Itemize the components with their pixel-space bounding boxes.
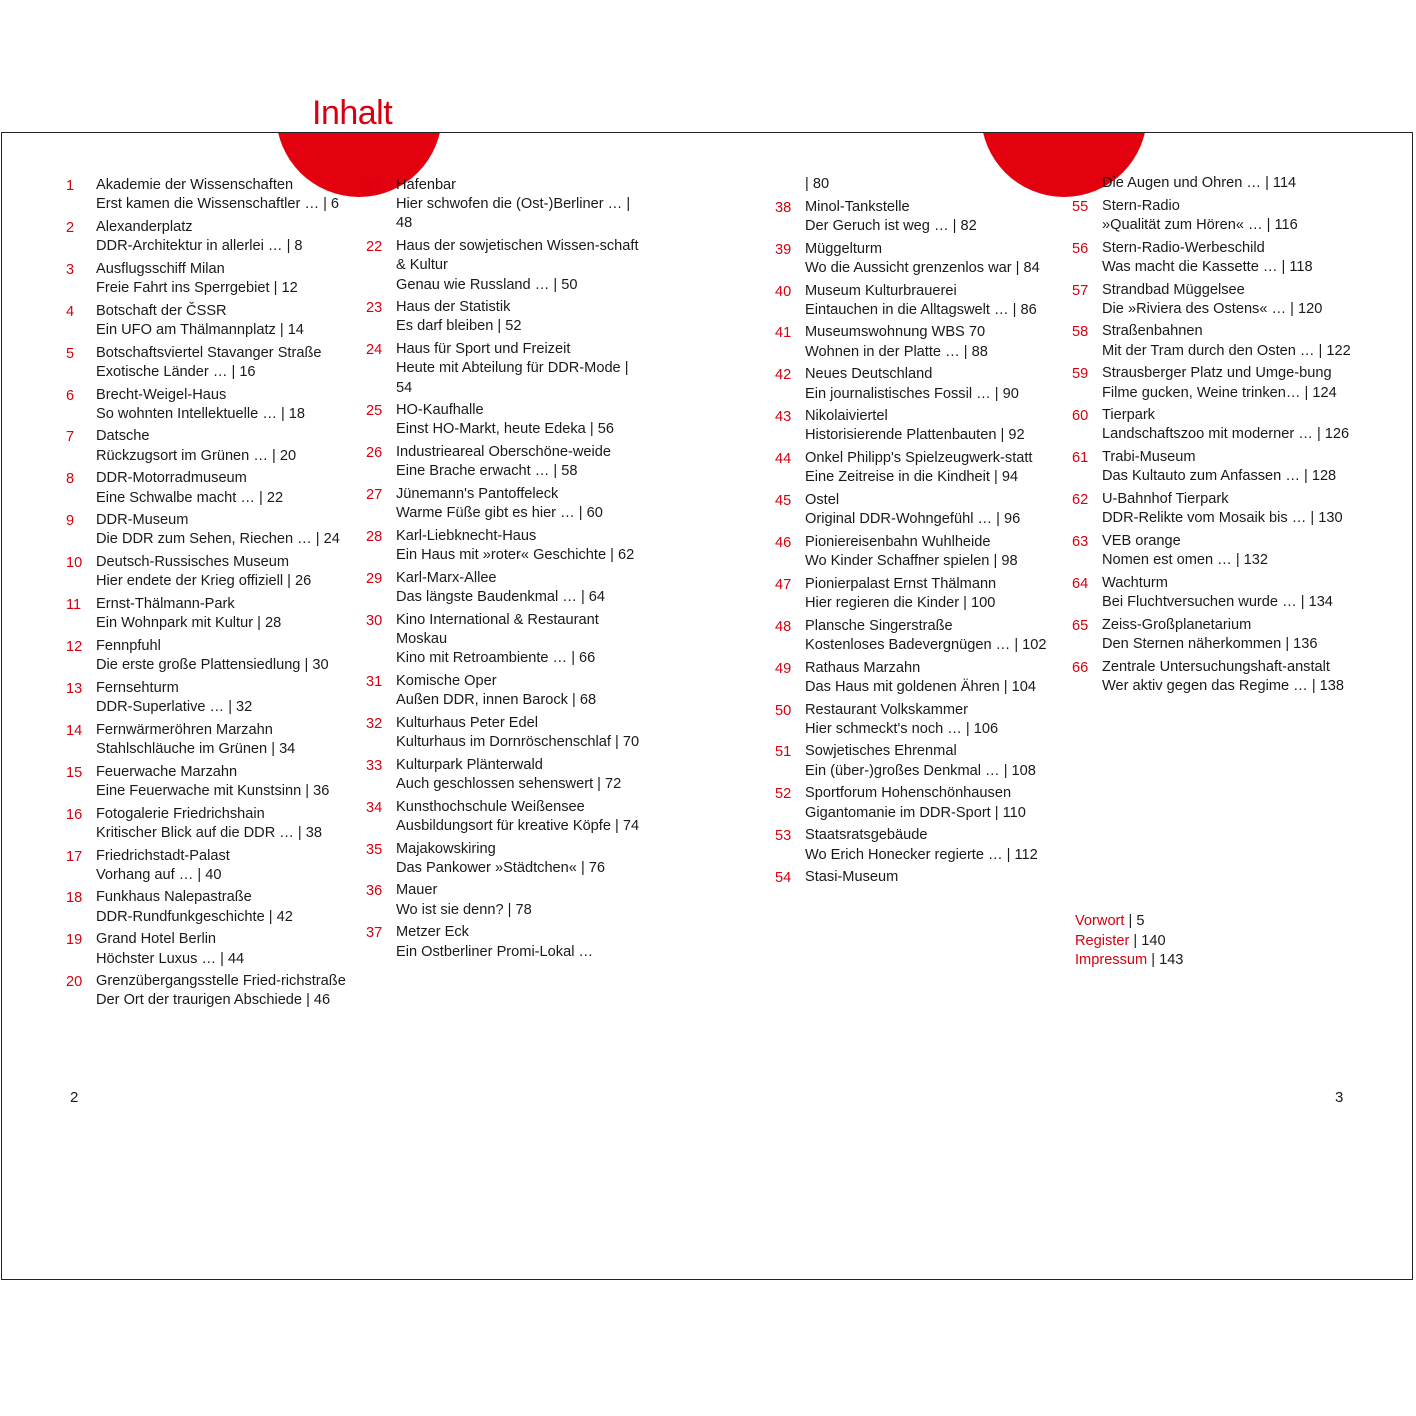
entry-number: 23 bbox=[366, 300, 383, 317]
entry-title: Strandbad Müggelsee bbox=[1102, 281, 1245, 298]
entry-number: 55 bbox=[1072, 198, 1089, 215]
entry-number: 28 bbox=[366, 528, 383, 545]
entry-subtitle: Was macht die Kassette … | 118 bbox=[1102, 258, 1313, 275]
toc-entry-continuation: Die Augen und Ohren … | 114 bbox=[1102, 175, 1297, 191]
page-title: Inhalt bbox=[312, 94, 393, 132]
toc-entry[interactable] bbox=[366, 840, 646, 878]
entry-number: 18 bbox=[66, 890, 83, 907]
toc-entry[interactable] bbox=[66, 805, 346, 843]
toc-entry[interactable] bbox=[775, 240, 1055, 278]
entry-title: HO-Kaufhalle bbox=[396, 402, 484, 419]
entry-subtitle: Filme gucken, Weine trinken… | 124 bbox=[1102, 384, 1337, 401]
entry-subtitle: Kino mit Retroambiente … | 66 bbox=[396, 650, 596, 667]
toc-entry[interactable] bbox=[66, 847, 346, 885]
entry-title: Staatsratsgebäude bbox=[805, 827, 928, 844]
entry-subtitle: DDR-Rundfunkgeschichte | 42 bbox=[96, 908, 293, 925]
toc-entry[interactable] bbox=[366, 881, 646, 919]
entry-subtitle: Genau wie Russland … | 50 bbox=[396, 276, 578, 293]
entry-title: Hafenbar bbox=[396, 177, 457, 193]
entry-title: Minol-Tankstelle bbox=[805, 198, 910, 215]
entry-subtitle: Freie Fahrt ins Sperrgebiet | 12 bbox=[96, 280, 298, 297]
entry-number: 52 bbox=[775, 786, 792, 803]
entry-title: Ernst-Thälmann-Park bbox=[96, 596, 235, 613]
toc-entry[interactable] bbox=[366, 298, 646, 336]
entry-title: Fotogalerie Friedrichshain bbox=[96, 805, 265, 822]
entry-subtitle: Die »Riviera des Ostens« … | 120 bbox=[1102, 300, 1323, 317]
entry-number: 37 bbox=[366, 925, 383, 942]
entry-number: 15 bbox=[66, 764, 83, 781]
entry-number: 51 bbox=[775, 744, 792, 761]
entry-number: 59 bbox=[1072, 366, 1089, 383]
toc-entry[interactable] bbox=[775, 323, 1055, 361]
entry-number: 60 bbox=[1072, 408, 1089, 425]
toc-entry[interactable] bbox=[366, 798, 646, 836]
toc-entry[interactable] bbox=[775, 198, 1055, 236]
entry-title: Sportforum Hohenschönhausen bbox=[805, 785, 1012, 802]
toc-entry[interactable] bbox=[366, 714, 646, 752]
toc-entry[interactable] bbox=[366, 340, 646, 398]
entry-subtitle: Die erste große Plattensiedlung | 30 bbox=[96, 657, 329, 674]
entry-title: Fernwärmeröhren Marzahn bbox=[96, 721, 273, 738]
entry-subtitle: Ein journalistisches Fossil … | 90 bbox=[805, 385, 1019, 402]
entry-title: Metzer Eck bbox=[396, 924, 469, 941]
entry-subtitle: So wohnten Intellektuelle … | 18 bbox=[96, 405, 306, 422]
toc-entry[interactable] bbox=[1072, 616, 1352, 654]
entry-title: Karl-Liebknecht-Haus bbox=[396, 527, 537, 544]
entry-number: 33 bbox=[366, 757, 383, 774]
toc-entry[interactable] bbox=[66, 176, 346, 214]
entry-subtitle: Eintauchen in die Alltagswelt … | 86 bbox=[805, 301, 1037, 318]
entry-number: 64 bbox=[1072, 575, 1089, 592]
entry-number: 61 bbox=[1072, 450, 1089, 467]
entry-number: 65 bbox=[1072, 617, 1089, 634]
entry-subtitle: Wo Kinder Schaffner spielen | 98 bbox=[805, 553, 1018, 570]
entry-title: Pionierpalast Ernst Thälmann bbox=[805, 575, 997, 592]
entry-subtitle: Hier endete der Krieg offiziell | 26 bbox=[96, 573, 312, 590]
entry-title: Sowjetisches Ehrenmal bbox=[805, 743, 957, 760]
entry-title: Funkhaus Nalepastraße bbox=[96, 889, 252, 906]
entry-number: 20 bbox=[66, 974, 83, 991]
entry-number: 22 bbox=[366, 239, 383, 256]
entry-number: 21 bbox=[366, 178, 383, 194]
entry-number: 43 bbox=[775, 409, 792, 426]
entry-subtitle: DDR-Relikte vom Mosaik bis … | 130 bbox=[1102, 510, 1343, 527]
entry-subtitle: Eine Feuerwache mit Kunstsinn | 36 bbox=[96, 782, 330, 799]
toc-entry[interactable] bbox=[66, 763, 346, 801]
entry-subtitle: Die DDR zum Sehen, Riechen … | 24 bbox=[96, 531, 340, 548]
entry-title: Datsche bbox=[96, 428, 150, 445]
toc-entry[interactable] bbox=[1072, 406, 1352, 444]
entry-subtitle: Das Kultauto zum Anfassen … | 128 bbox=[1102, 468, 1337, 485]
toc-entry[interactable] bbox=[1072, 448, 1352, 486]
toc-entry[interactable] bbox=[775, 282, 1055, 320]
entry-title: Tierpark bbox=[1102, 407, 1155, 424]
entry-subtitle: Nomen est omen … | 132 bbox=[1102, 552, 1269, 569]
entry-subtitle: Hier schmeckt's noch … | 106 bbox=[805, 720, 999, 737]
entry-title: Restaurant Volkskammer bbox=[805, 701, 969, 718]
entry-title: Botschaft der ČSSR bbox=[96, 302, 227, 319]
entry-number: 6 bbox=[66, 387, 75, 404]
toc-entry[interactable] bbox=[66, 302, 346, 340]
entry-number: 26 bbox=[366, 445, 383, 462]
entry-title: Fernsehturm bbox=[96, 679, 179, 696]
entry-subtitle: Rückzugsort im Grünen … | 20 bbox=[96, 447, 297, 464]
entry-subtitle: Ein UFO am Thälmannplatz | 14 bbox=[96, 321, 304, 338]
entry-subtitle: Ein (über-)großes Denkmal … | 108 bbox=[805, 762, 1036, 779]
toc-entry[interactable] bbox=[66, 511, 346, 549]
entry-title: Majakowskiring bbox=[396, 840, 496, 857]
entry-number: 13 bbox=[66, 680, 83, 697]
extra-label: Register bbox=[1075, 932, 1130, 949]
entry-subtitle: Vorhang auf … | 40 bbox=[96, 866, 222, 883]
entry-title: Haus für Sport und Freizeit bbox=[396, 341, 571, 358]
entry-number: 58 bbox=[1072, 324, 1089, 341]
toc-entry[interactable] bbox=[66, 679, 346, 717]
entry-title: Kulturhaus Peter Edel bbox=[396, 714, 538, 731]
entry-title: Kino International & Restaurant Moskau bbox=[396, 611, 599, 647]
entry-title: Industrieareal Oberschöne-weide bbox=[396, 444, 611, 461]
entry-number: 44 bbox=[775, 451, 792, 468]
entry-subtitle: Exotische Länder … | 16 bbox=[96, 363, 256, 380]
entry-number: 9 bbox=[66, 513, 75, 530]
entry-number: 42 bbox=[775, 367, 792, 384]
entry-number: 24 bbox=[366, 342, 383, 359]
front-back-matter-list bbox=[1075, 912, 1183, 971]
entry-subtitle: Stahlschläuche im Grünen | 34 bbox=[96, 740, 296, 757]
entry-title: Straßenbahnen bbox=[1102, 323, 1203, 340]
entry-title: Zentrale Untersuchungshaft-anstalt bbox=[1102, 658, 1330, 675]
entry-subtitle: Das längste Baudenkmal … | 64 bbox=[396, 589, 606, 606]
toc-entry[interactable] bbox=[366, 527, 646, 565]
toc-entry[interactable] bbox=[366, 176, 646, 234]
extra-entry-vorwort[interactable] bbox=[1075, 912, 1183, 932]
entry-title: Haus der Statistik bbox=[396, 299, 511, 316]
entry-number: 66 bbox=[1072, 659, 1089, 676]
toc-entry[interactable] bbox=[66, 721, 346, 759]
entry-title: Plansche Singerstraße bbox=[805, 617, 953, 634]
entry-number: 14 bbox=[66, 722, 83, 739]
entry-subtitle: Hier schwofen die (Ost-)Berliner … | 48 bbox=[396, 196, 631, 232]
toc-entry[interactable] bbox=[66, 553, 346, 591]
entry-number: 38 bbox=[775, 199, 792, 216]
toc-entry[interactable] bbox=[366, 611, 646, 669]
entry-subtitle: Wohnen in der Platte … | 88 bbox=[805, 343, 988, 360]
entry-number: 54 bbox=[775, 870, 792, 887]
toc-entry[interactable] bbox=[775, 617, 1055, 655]
entry-subtitle: Auch geschlossen sehenswert | 72 bbox=[396, 775, 622, 792]
entry-title: Müggelturm bbox=[805, 240, 883, 257]
entry-subtitle: Heute mit Abteilung für DDR-Mode | 54 bbox=[396, 360, 629, 396]
toc-entry[interactable] bbox=[1072, 574, 1352, 612]
toc-entry[interactable] bbox=[66, 469, 346, 507]
entry-title: Haus der sowjetischen Wissen-schaft & Kultur bbox=[396, 238, 639, 274]
toc-entry[interactable] bbox=[1072, 239, 1352, 277]
entry-subtitle: Hier regieren die Kinder | 100 bbox=[805, 595, 996, 612]
toc-entry[interactable] bbox=[66, 218, 346, 256]
entry-number: 2 bbox=[66, 219, 75, 236]
entry-title: Jünemann's Pantoffeleck bbox=[396, 486, 559, 503]
entry-title: U-Bahnhof Tierpark bbox=[1102, 491, 1229, 508]
entry-number: 5 bbox=[66, 345, 75, 362]
entry-title: Grenzübergangsstelle Fried-richstraße bbox=[96, 973, 346, 990]
entry-title: Trabi-Museum bbox=[1102, 449, 1196, 466]
entry-title: Kunsthochschule Weißensee bbox=[396, 798, 585, 815]
toc-entry[interactable] bbox=[366, 569, 646, 607]
entry-subtitle: Wo ist sie denn? | 78 bbox=[396, 901, 532, 918]
entry-subtitle: Bei Fluchtversuchen wurde … | 134 bbox=[1102, 594, 1333, 611]
toc-entry-continuation: | 80 bbox=[805, 176, 830, 192]
toc-entry[interactable] bbox=[366, 443, 646, 481]
entry-title: Botschaftsviertel Stavanger Straße bbox=[96, 344, 322, 361]
page-number-right: 3 bbox=[1335, 1089, 1344, 1106]
entry-title: Alexanderplatz bbox=[96, 218, 193, 235]
toc-column-1 bbox=[66, 176, 346, 1014]
toc-column-2 bbox=[366, 176, 646, 965]
extra-label: Vorwort bbox=[1075, 913, 1125, 929]
entry-number: 7 bbox=[66, 429, 75, 446]
entry-number: 11 bbox=[66, 597, 82, 614]
entry-number: 47 bbox=[775, 576, 792, 593]
entry-number: 32 bbox=[366, 715, 383, 732]
entry-number: 41 bbox=[775, 325, 792, 342]
toc-column-4 bbox=[1072, 174, 1352, 700]
entry-subtitle: Eine Brache erwacht … | 58 bbox=[396, 463, 578, 480]
entry-number: 30 bbox=[366, 612, 383, 629]
entry-title: Grand Hotel Berlin bbox=[96, 931, 217, 948]
toc-entry[interactable] bbox=[366, 485, 646, 523]
toc-entry[interactable] bbox=[66, 427, 346, 465]
entry-number: 62 bbox=[1072, 492, 1089, 509]
toc-entry[interactable] bbox=[66, 637, 346, 675]
entry-title: Stasi-Museum bbox=[805, 869, 899, 886]
entry-title: Nikolaiviertel bbox=[805, 408, 888, 425]
toc-entry[interactable] bbox=[775, 659, 1055, 697]
entry-title: Museum Kulturbrauerei bbox=[805, 282, 957, 299]
entry-number: 29 bbox=[366, 570, 383, 587]
entry-title: Brecht-Weigel-Haus bbox=[96, 386, 227, 403]
entry-subtitle: Der Ort der traurigen Abschiede | 46 bbox=[96, 992, 331, 1009]
entry-subtitle: Höchster Luxus … | 44 bbox=[96, 950, 245, 967]
toc-entry[interactable] bbox=[775, 868, 1055, 887]
toc-entry[interactable] bbox=[1072, 364, 1352, 402]
entry-title: Kulturpark Plänterwald bbox=[396, 756, 543, 773]
entry-subtitle: Kulturhaus im Dornröschenschlaf | 70 bbox=[396, 733, 640, 750]
entry-title: Stern-Radio-Werbeschild bbox=[1102, 239, 1265, 256]
toc-entry[interactable] bbox=[1072, 322, 1352, 360]
entry-subtitle: Der Geruch ist weg … | 82 bbox=[805, 217, 977, 234]
entry-number: 45 bbox=[775, 493, 792, 510]
entry-subtitle: Original DDR-Wohngefühl … | 96 bbox=[805, 511, 1021, 528]
extra-entry-register[interactable] bbox=[1075, 932, 1183, 952]
toc-entry[interactable] bbox=[775, 701, 1055, 739]
entry-subtitle: Ein Haus mit »roter« Geschichte | 62 bbox=[396, 547, 635, 564]
entry-subtitle: Erst kamen die Wissenschaftler … | 6 bbox=[96, 196, 340, 213]
entry-number: 36 bbox=[366, 883, 383, 900]
entry-title: Karl-Marx-Allee bbox=[396, 569, 497, 586]
entry-title: Museumswohnung WBS 70 bbox=[805, 324, 986, 341]
entry-number: 4 bbox=[66, 303, 75, 320]
entry-title: Stern-Radio bbox=[1102, 197, 1180, 214]
entry-number: 39 bbox=[775, 241, 792, 258]
extra-page: | 140 bbox=[1129, 932, 1166, 949]
entry-title: Ausflugsschiff Milan bbox=[96, 260, 225, 277]
entry-number: 1 bbox=[66, 178, 75, 194]
entry-subtitle: Den Sternen näherkommen | 136 bbox=[1102, 635, 1318, 652]
entry-subtitle: Ein Ostberliner Promi-Lokal … bbox=[396, 943, 594, 960]
entry-title: Ostel bbox=[805, 492, 840, 509]
entry-number: 31 bbox=[366, 673, 383, 690]
entry-number: 16 bbox=[66, 806, 83, 823]
entry-subtitle: Warme Füße gibt es hier … | 60 bbox=[396, 505, 603, 522]
toc-entry[interactable] bbox=[66, 344, 346, 382]
entry-number: 8 bbox=[66, 471, 75, 488]
toc-entry[interactable] bbox=[775, 826, 1055, 864]
entry-title: Wachturm bbox=[1102, 574, 1168, 591]
extra-label: Impressum bbox=[1075, 952, 1148, 968]
toc-entry[interactable] bbox=[366, 401, 646, 439]
entry-title: Pioniereisenbahn Wuhlheide bbox=[805, 533, 991, 550]
entry-subtitle: Ausbildungsort für kreative Köpfe | 74 bbox=[396, 817, 640, 834]
entry-title: Neues Deutschland bbox=[805, 366, 933, 383]
entry-subtitle: Gigantomanie im DDR-Sport | 110 bbox=[805, 804, 1026, 821]
entry-number: 53 bbox=[775, 828, 792, 845]
toc-entry[interactable] bbox=[775, 365, 1055, 403]
entry-title: Fennpfuhl bbox=[96, 637, 161, 654]
entry-number: 57 bbox=[1072, 282, 1089, 299]
toc-entry[interactable] bbox=[366, 237, 646, 295]
extra-page: | 5 bbox=[1124, 913, 1145, 929]
entry-number: 27 bbox=[366, 487, 383, 504]
toc-entry[interactable] bbox=[66, 888, 346, 926]
extra-page: | 143 bbox=[1147, 952, 1184, 968]
entry-subtitle: Wo Erich Honecker regierte … | 112 bbox=[805, 846, 1038, 863]
entry-number: 50 bbox=[775, 702, 792, 719]
entry-number: 46 bbox=[775, 534, 792, 551]
entry-title: Zeiss-Großplanetarium bbox=[1102, 616, 1252, 633]
entry-number: 3 bbox=[66, 261, 75, 278]
toc-entry[interactable] bbox=[775, 575, 1055, 613]
toc-entry[interactable] bbox=[66, 595, 346, 633]
toc-entry[interactable] bbox=[1072, 532, 1352, 570]
entry-number: 40 bbox=[775, 283, 792, 300]
toc-entry[interactable] bbox=[66, 930, 346, 968]
entry-subtitle: Kostenloses Badevergnügen … | 102 bbox=[805, 636, 1047, 653]
entry-subtitle: Eine Schwalbe macht … | 22 bbox=[96, 489, 284, 506]
entry-subtitle: Außen DDR, innen Barock | 68 bbox=[396, 692, 597, 709]
entry-title: Onkel Philipp's Spielzeugwerk-statt bbox=[805, 450, 1033, 467]
entry-subtitle: Einst HO-Markt, heute Edeka | 56 bbox=[396, 421, 614, 438]
entry-subtitle: Historisierende Plattenbauten | 92 bbox=[805, 427, 1025, 444]
entry-number: 25 bbox=[366, 403, 383, 420]
entry-number: 19 bbox=[66, 932, 83, 949]
entry-number: 49 bbox=[775, 660, 792, 677]
entry-number: 56 bbox=[1072, 240, 1089, 257]
entry-title: Rathaus Marzahn bbox=[805, 659, 921, 676]
entry-number: 48 bbox=[775, 618, 792, 635]
entry-title: Deutsch-Russisches Museum bbox=[96, 554, 290, 571]
toc-entry[interactable] bbox=[366, 672, 646, 710]
entry-subtitle: Eine Zeitreise in die Kindheit | 94 bbox=[805, 469, 1019, 486]
toc-entry[interactable] bbox=[1072, 490, 1352, 528]
toc-entry[interactable] bbox=[66, 972, 346, 1010]
entry-subtitle: Wer aktiv gegen das Regime … | 138 bbox=[1102, 677, 1345, 694]
toc-entry[interactable] bbox=[775, 784, 1055, 822]
toc-entry[interactable] bbox=[775, 742, 1055, 780]
entry-title: Akademie der Wissenschaften bbox=[96, 177, 294, 193]
entry-number: 63 bbox=[1072, 533, 1089, 550]
entry-subtitle: »Qualität zum Hören« … | 116 bbox=[1102, 216, 1298, 233]
entry-title: DDR-Motorradmuseum bbox=[96, 470, 247, 487]
toc-entry[interactable] bbox=[66, 260, 346, 298]
entry-subtitle: Wo die Aussicht grenzenlos war | 84 bbox=[805, 259, 1040, 276]
toc-entry[interactable] bbox=[66, 386, 346, 424]
toc-entry[interactable] bbox=[775, 449, 1055, 487]
entry-number: 17 bbox=[66, 848, 83, 865]
toc-entry[interactable] bbox=[1072, 281, 1352, 319]
entry-number: 35 bbox=[366, 841, 383, 858]
toc-entry[interactable] bbox=[775, 407, 1055, 445]
entry-subtitle: DDR-Architektur in allerlei … | 8 bbox=[96, 238, 303, 255]
toc-entry[interactable] bbox=[366, 756, 646, 794]
entry-subtitle: Mit der Tram durch den Osten … | 122 bbox=[1102, 342, 1351, 359]
entry-title: Mauer bbox=[396, 882, 438, 899]
entry-subtitle: Das Pankower »Städtchen« | 76 bbox=[396, 859, 606, 876]
entry-title: Friedrichstadt-Palast bbox=[96, 847, 230, 864]
toc-entry[interactable] bbox=[1072, 197, 1352, 235]
entry-subtitle: Das Haus mit goldenen Ähren | 104 bbox=[805, 678, 1036, 695]
toc-column-3 bbox=[775, 175, 1055, 891]
toc-entry[interactable] bbox=[366, 923, 646, 961]
extra-entry-impressum[interactable] bbox=[1075, 951, 1183, 971]
page-number-left: 2 bbox=[70, 1089, 79, 1106]
entry-subtitle: Landschaftszoo mit moderner … | 126 bbox=[1102, 426, 1350, 443]
entry-title: Komische Oper bbox=[396, 672, 497, 689]
entry-subtitle: Kritischer Blick auf die DDR … | 38 bbox=[96, 824, 323, 841]
toc-entry[interactable] bbox=[775, 533, 1055, 571]
entry-subtitle: DDR-Superlative … | 32 bbox=[96, 699, 253, 716]
entry-title: VEB orange bbox=[1102, 532, 1181, 549]
entry-title: DDR-Museum bbox=[96, 512, 189, 529]
entry-number: 34 bbox=[366, 799, 383, 816]
toc-entry[interactable] bbox=[1072, 658, 1352, 696]
entry-subtitle: Es darf bleiben | 52 bbox=[396, 318, 522, 335]
entry-title: Strausberger Platz und Umge-bung bbox=[1102, 365, 1332, 382]
toc-entry[interactable] bbox=[775, 491, 1055, 529]
entry-number: 10 bbox=[66, 555, 83, 572]
entry-number: 12 bbox=[66, 638, 83, 655]
entry-title: Feuerwache Marzahn bbox=[96, 763, 238, 780]
entry-subtitle: Ein Wohnpark mit Kultur | 28 bbox=[96, 615, 282, 632]
